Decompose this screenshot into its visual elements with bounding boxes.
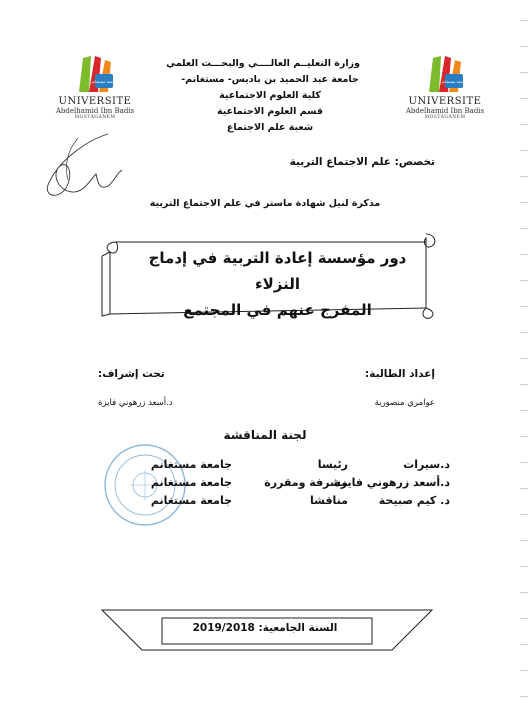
university-emblem-icon — [415, 52, 475, 94]
ruled-tick — [520, 306, 528, 307]
memo-statement: مذكرة لنيل شهادة ماستر في علم الاجتماع التربية — [149, 198, 381, 209]
ruled-tick — [520, 462, 528, 463]
logo-university-subtitle: Abdelhamid Ibn Badis — [55, 107, 135, 115]
ruled-tick — [520, 410, 528, 411]
ruled-tick — [520, 436, 528, 437]
committee-member-row — [120, 458, 450, 474]
thesis-title-line-2: المفرج عنهم في المجتمع — [183, 301, 372, 319]
university-logo-right — [390, 52, 500, 132]
ruled-tick — [520, 566, 528, 567]
ruled-tick — [520, 540, 528, 541]
ruled-tick — [520, 124, 528, 125]
ruled-tick — [520, 254, 528, 255]
university-logo-left — [40, 52, 150, 132]
thesis-title — [130, 245, 425, 323]
logo-university-city: MOSTAGANEM — [74, 115, 116, 120]
logo-university-subtitle: Abdelhamid Ibn Badis — [405, 107, 485, 115]
ruled-tick — [520, 696, 528, 697]
member-university: جامعة مستغانم — [150, 458, 232, 471]
logo-badge-text: جامعة مستغانم — [441, 79, 467, 84]
committee-title: لجنة المناقشة — [223, 428, 307, 442]
ruled-tick — [520, 228, 528, 229]
ruled-tick — [520, 20, 528, 21]
ruled-tick — [520, 592, 528, 593]
logo-university-name: UNIVERSITE — [408, 96, 482, 107]
branch-name: شعبة علم الاجتماع — [226, 122, 314, 133]
ruled-tick — [520, 358, 528, 359]
member-role: مشرفة ومقررة — [264, 476, 348, 489]
student-name: عوامري منصورية — [374, 398, 435, 408]
member-role: مناقشا — [310, 494, 348, 507]
member-university: جامعة مستغانم — [150, 476, 232, 489]
academic-year: السنة الجامعية: 2019/2018 — [192, 622, 338, 634]
specialization: تخصص: علم الاجتماع التربية — [289, 156, 435, 168]
committee-member-row — [120, 494, 450, 510]
ruled-tick — [520, 98, 528, 99]
logo-university-name: UNIVERSITE — [58, 96, 132, 107]
ruled-tick — [520, 644, 528, 645]
ruled-tick — [520, 46, 528, 47]
ruled-tick — [520, 618, 528, 619]
ruled-tick — [520, 514, 528, 515]
member-university: جامعة مستغانم — [150, 494, 232, 507]
member-role: رئيسا — [317, 458, 348, 471]
university-name: جامعة عبد الحميد بن باديس- مستغانم- — [181, 74, 359, 85]
supervisor-name: د.أسعد زرهوني فايزة — [98, 398, 173, 408]
ruled-margin — [516, 0, 530, 720]
ruled-tick — [520, 150, 528, 151]
ruled-tick — [520, 280, 528, 281]
committee-member-row — [120, 476, 450, 492]
supervisor-label: تحت إشراف: — [98, 368, 165, 380]
logo-university-city: MOSTAGANEM — [424, 115, 466, 120]
ruled-tick — [520, 670, 528, 671]
faculty-name: كلية العلوم الاجتماعية — [219, 90, 321, 101]
ruled-tick — [520, 488, 528, 489]
member-name: د. كيم صبيحة — [378, 494, 450, 507]
institution-header — [166, 56, 360, 136]
handwritten-signature — [38, 130, 133, 205]
ruled-tick — [520, 72, 528, 73]
logo-badge-text: جامعة مستغانم — [91, 79, 117, 84]
ministry-name: وزارة التعليــم العالــــي والبحـــث العلمي — [166, 58, 360, 69]
ruled-tick — [520, 176, 528, 177]
department-name: قسم العلوم الاجتماعية — [216, 106, 324, 117]
ruled-tick — [520, 332, 528, 333]
university-emblem-icon — [65, 52, 125, 94]
ruled-tick — [520, 202, 528, 203]
member-name: د.سيرات — [403, 458, 450, 471]
ruled-tick — [520, 384, 528, 385]
student-label: إعداد الطالبة: — [365, 368, 435, 380]
member-name: د.أسعد زرهوني فايزة — [334, 476, 450, 489]
thesis-title-line-1: دور مؤسسة إعادة التربية في إدماج النزلاء — [148, 249, 407, 293]
